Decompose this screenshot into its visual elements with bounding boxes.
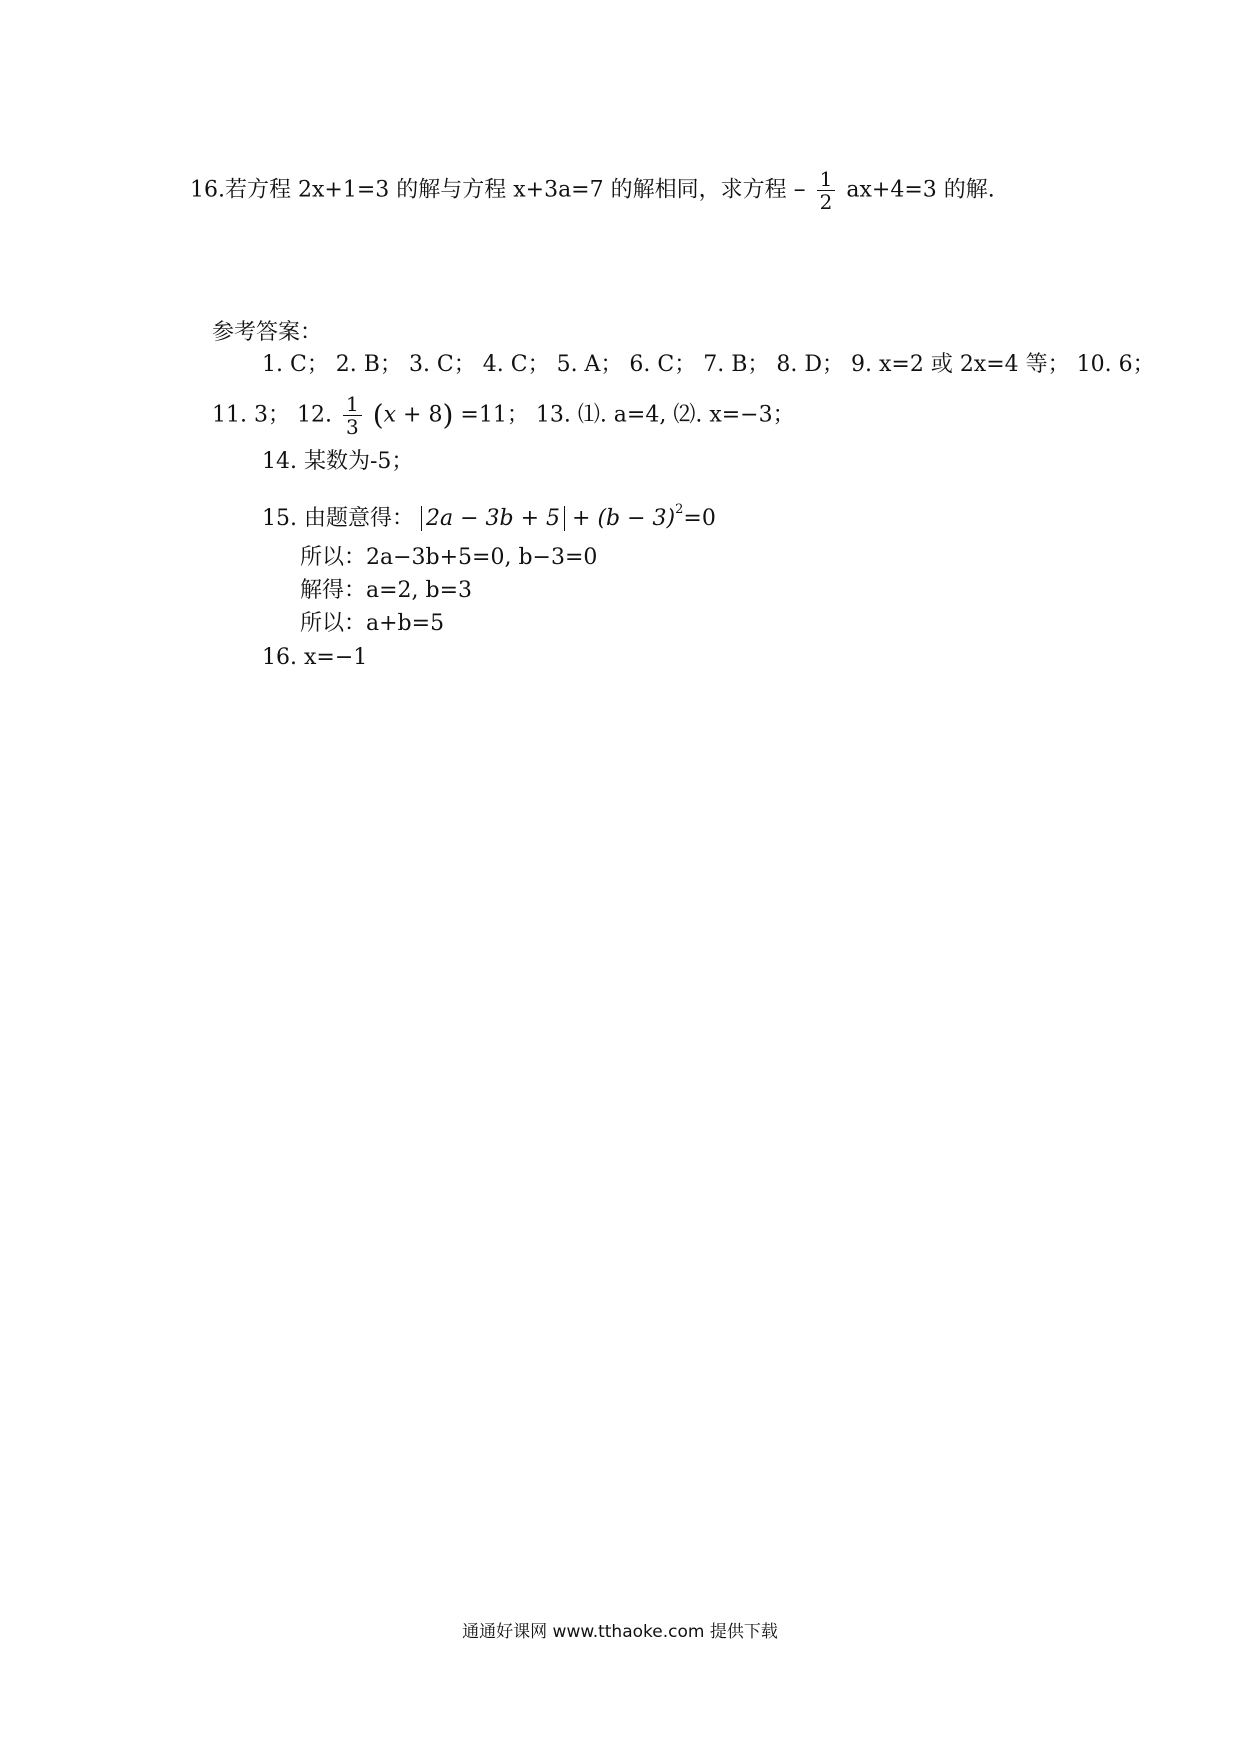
answer-15-step-3: 所以：a+b=5 bbox=[300, 611, 445, 636]
answers-line-1: 1. C； 2. B； 3. C； 4. C； 5. A； 6. C； 7. B； 8. D； 9. x=2 或 2x=4 等； 10. 6； bbox=[262, 352, 1155, 377]
absolute-value-expression: 2a − 3b + 5 bbox=[421, 506, 565, 531]
answers-heading: 参考答案： bbox=[212, 320, 323, 345]
variable-x: x bbox=[383, 402, 397, 428]
problem-16-prefix: 16.若方程 2x+1=3 的解与方程 x+3a=7 的解相同，求方程 bbox=[190, 177, 787, 203]
answer-15-prefix: 15. 由题意得： bbox=[262, 506, 414, 531]
answers-line-2 bbox=[212, 393, 795, 438]
fraction-numerator: 1 bbox=[817, 168, 836, 191]
fraction-one-half bbox=[817, 168, 836, 213]
problem-16-suffix: ax+4=3 的解. bbox=[846, 177, 995, 203]
plus-eight: + 8 bbox=[396, 402, 443, 428]
answer-14: 14. 某数为-5； bbox=[262, 449, 414, 474]
page-footer: 通通好课网 www.tthaoke.com 提供下载 bbox=[462, 1622, 778, 1642]
answers-line-2-prefix: 11. 3； 12. bbox=[212, 402, 332, 428]
squared-base: (b − 3) bbox=[597, 506, 676, 531]
fraction-numerator: 1 bbox=[343, 393, 362, 416]
plus-sign: + bbox=[565, 506, 598, 531]
problem-16 bbox=[190, 168, 995, 213]
fraction-denominator: 3 bbox=[345, 415, 359, 439]
answer-16: 16. x=−1 bbox=[262, 645, 368, 670]
answer-15-step-1: 所以：2a−3b+5=0, b−3=0 bbox=[300, 545, 598, 570]
close-paren: ) bbox=[442, 398, 454, 432]
answer-15-step-2: 解得：a=2, b=3 bbox=[300, 578, 473, 603]
exponent: 2 bbox=[675, 502, 684, 517]
open-paren: ( bbox=[372, 398, 384, 432]
answer-15 bbox=[262, 495, 716, 534]
equals-zero: =0 bbox=[683, 506, 716, 531]
minus-sign: – bbox=[793, 174, 806, 203]
answers-line-2-suffix: =11； 13. ⑴. a=4, ⑵. x=−3； bbox=[460, 402, 795, 428]
fraction-one-third bbox=[343, 393, 362, 438]
fraction-denominator: 2 bbox=[819, 190, 833, 214]
